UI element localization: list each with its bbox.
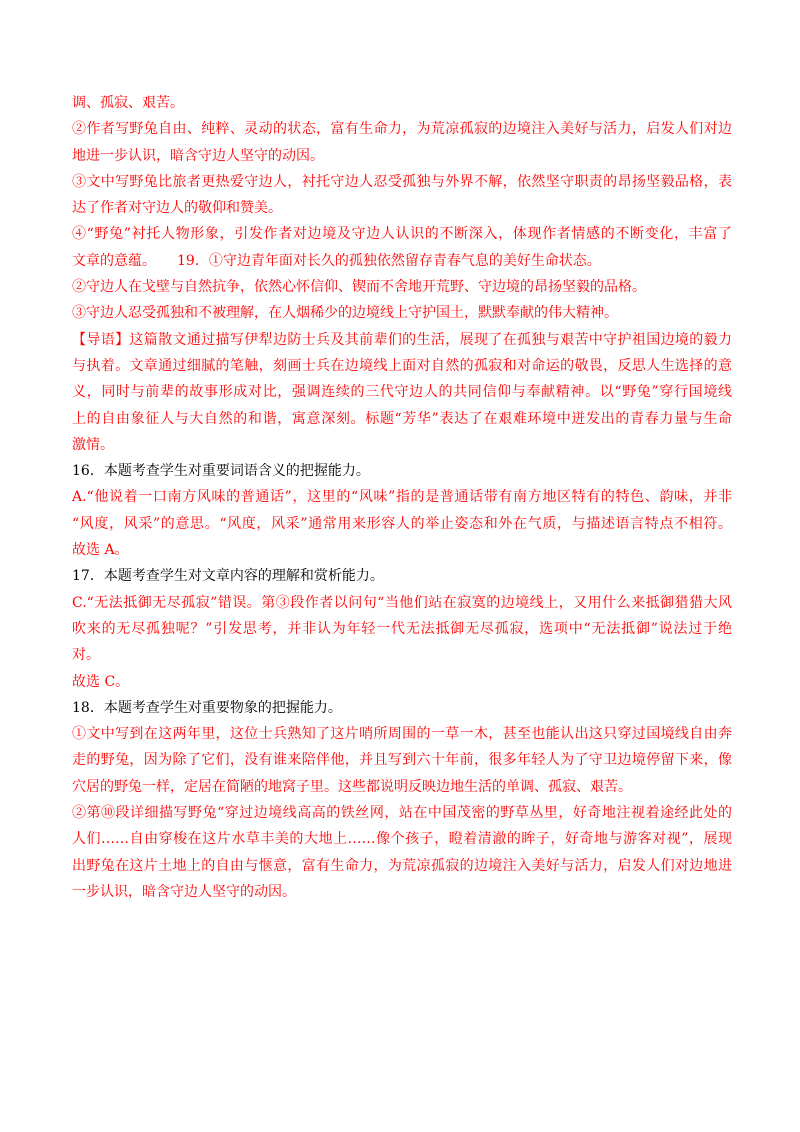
- text-line: ②守边人在戈壁与自然抗争，依然心怀信仰、锲而不舍地开荒野、守边境的昂扬坚毅的品格。: [72, 279, 646, 296]
- text-line: 调、孤寂、艰苦。: [72, 95, 184, 111]
- text-line: C.“无法抵御无尽孤寂”错误。第③段作者以问句“当他们站在寂寞的边境线上，又用什么来抵御猎猎大风: [72, 594, 732, 611]
- text-line: 18．本题考查学生对重要物象的把握能力。: [72, 699, 342, 716]
- text-line: 【导语】这篇散文通过描写伊犁边防士兵及其前辈们的生活，展现了在孤独与艰苦中守护祖国边境的毅力: [72, 331, 732, 348]
- text-line: A.“他说着一口南方风味的普通话”，这里的“风味”指的是普通话带有南方地区特有的特色、韵味，并非: [72, 489, 732, 506]
- text-line: 吹来的无尽孤独呢？”引发思考，并非认为年轻一代无法抵御无尽孤寂，选项中“无法抵御”说法过于绝: [72, 620, 732, 637]
- text-line: ④“野兔”衬托人物形象，引发作者对边境及守边人认识的不断深入，体现作者情感的不断变化，丰富了: [72, 226, 732, 243]
- text-line: 走的野兔，因为除了它们，没有谁来陪伴他，并且写到六十年前，很多年轻人为了守卫边境停留下来，像: [72, 752, 732, 769]
- text-line: 穴居的野兔一样，定居在简陋的地窝子里。这些都说明反映边地生活的单调、孤寂、艰苦。: [72, 778, 632, 795]
- text-line: 义，同时与前辈的故事形成对比，强调连续的三代守边人的共同信仰与奉献精神。以“野兔”穿行国境线: [72, 384, 732, 401]
- text-line: ③文中写野兔比旅者更热爱守边人，衬托守边人忍受孤独与外界不解，依然坚守职责的昂扬坚毅品格，表: [72, 173, 732, 190]
- text-line: “风度，风采”的意思。“风度，风采”通常用来形容人的举止姿态和外在气质，与描述语言特点不相符。: [72, 515, 732, 532]
- text-line: 激情。: [72, 436, 114, 453]
- text-line: 与执着。文章通过细腻的笔触，刻画士兵在边境线上面对自然的孤寂和对命运的敬畏，反思人生选择的意: [72, 357, 732, 374]
- text-line: 一步认识，暗含守边人坚守的动因。: [72, 883, 296, 900]
- text-line: 16．本题考查学生对重要词语含义的把握能力。: [72, 463, 370, 480]
- text-line: 上的自由象征人与大自然的和谐，寓意深刻。标题“芳华”表达了在艰难环境中迸发出的青春力量与生命: [72, 410, 732, 427]
- text-line: 故选 A。: [72, 542, 129, 559]
- text-line: ②作者写野兔自由、纯粹、灵动的状态，富有生命力，为荒凉孤寂的边境注入美好与活力，启发人们对边: [72, 121, 732, 138]
- text-line: 达了作者对守边人的敬仰和赞美。: [72, 200, 282, 217]
- text-line: ②第⑩段详细描写野兔“穿过边境线高高的铁丝网，站在中国茂密的野草丛里，好奇地注视着途经此处的: [72, 805, 732, 822]
- answer-text-body: [72, 90, 732, 905]
- text-line: 故选 C。: [72, 673, 130, 690]
- text-line: 出野兔在这片土地上的自由与惬意，富有生命力，为荒凉孤寂的边境注入美好与活力，启发人们对边地进: [72, 857, 732, 874]
- text-line: 人们……自由穿梭在这片水草丰美的大地上……像个孩子，瞪着清澈的眸子，好奇地与游客对视”，展现: [72, 831, 732, 848]
- text-line: 文章的意蕴。 19．①守边青年面对长久的孤独依然留存青春气息的美好生命状态。: [72, 252, 601, 269]
- text-line: ③守边人忍受孤独和不被理解，在人烟稀少的边境线上守护国土，默默奉献的伟大精神。: [72, 305, 618, 322]
- text-line: 对。: [72, 647, 100, 664]
- text-line: ①文中写到在这两年里，这位士兵熟知了这片哨所周围的一草一木，甚至也能认出这只穿过国境线自由奔: [72, 726, 732, 743]
- text-line: 17．本题考查学生对文章内容的理解和赏析能力。: [72, 568, 384, 585]
- text-line: 地进一步认识，暗含守边人坚守的动因。: [72, 147, 324, 164]
